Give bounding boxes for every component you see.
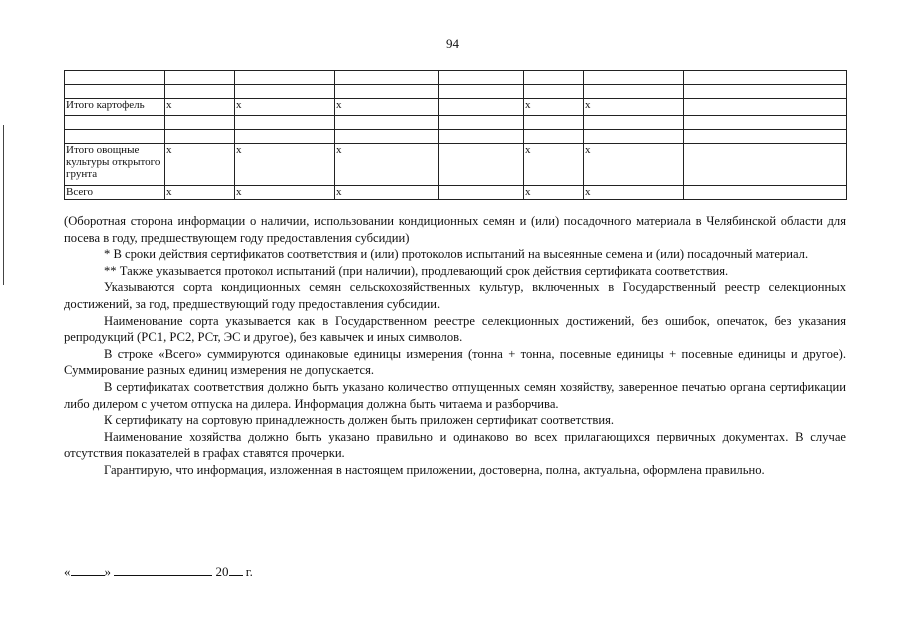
table-cell: [524, 71, 584, 85]
table-cell: x: [584, 144, 684, 186]
table-cell: [524, 85, 584, 99]
table-row: [65, 130, 847, 144]
page-number: 94: [446, 36, 459, 51]
row-label-cell: [65, 130, 165, 144]
day-blank: [71, 563, 105, 576]
table-cell: [684, 144, 847, 186]
table-cell: [439, 99, 524, 116]
row-label-cell: Итого картофель: [65, 99, 165, 116]
table-cell: x: [524, 99, 584, 116]
row-label-cell: Итого овощные культуры открытого грунта: [65, 144, 165, 186]
row-label-cell: Всего: [65, 186, 165, 200]
note-varieties: Указываются сорта кондиционных семян сельскохозяйственных культур, включенных в Государственный реестр селекционных достижений, за год, предшествующий году предоставления субсидии.: [64, 280, 846, 311]
table-cell: [524, 116, 584, 130]
table-row: [65, 85, 847, 99]
open-quote: «: [64, 564, 71, 579]
table-cell: [439, 116, 524, 130]
table-cell: [684, 85, 847, 99]
note-attachment: К сертификату на сортовую принадлежность должен быть приложен сертификат соответствия.: [104, 413, 615, 428]
table-row: [65, 71, 847, 85]
table-cell: [335, 71, 439, 85]
note-certificates: В сертификатах соответствия должно быть указано количество отпущенных семян хозяйству, заверенное печатью органа сертификации либо дилером с учетом отпуска на дилера. Информация должна быть читаема и разборчива.: [64, 379, 846, 411]
note-total: В строке «Всего» суммируются одинаковые единицы измерения (тонна + тонна, посевные единицы + посевные единицы и другое). Суммирование разных единиц измерения не допускается.: [64, 346, 846, 378]
row-label-cell: [65, 116, 165, 130]
notes-block: [64, 213, 846, 479]
table-cell: x: [584, 186, 684, 200]
row-label-cell: [65, 71, 165, 85]
table-cell: x: [235, 99, 335, 116]
year-suffix: г.: [245, 564, 253, 579]
table-cell: [584, 85, 684, 99]
table-row: [65, 186, 847, 200]
table-cell: x: [235, 186, 335, 200]
table-cell: x: [165, 144, 235, 186]
table-cell: [584, 130, 684, 144]
table-cell: [439, 71, 524, 85]
table-cell: [684, 99, 847, 116]
table-cell: [165, 116, 235, 130]
table-cell: x: [335, 144, 439, 186]
table-row: [65, 144, 847, 186]
year-prefix: 20: [215, 564, 229, 579]
table-cell: [684, 116, 847, 130]
note-variety-name: Наименование сорта указывается как в Государственном реестре селекционных достижений, без ошибок, опечаток, без указания репродукций (РС1, РС2, РСт, ЭС и другое), без кавычек и иных символов.: [64, 313, 846, 345]
data-table: [64, 70, 846, 200]
table-cell: [439, 144, 524, 186]
table-caption: (Оборотная сторона информации о наличии, использовании кондиционных семян и (или) посадочного материала в Челябинской области для посева в году, предшествующем году предоставления субсидии): [64, 214, 846, 245]
guarantee-statement: Гарантирую, что информация, изложенная в настоящем приложении, достоверна, полна, актуальна, оформлена правильно.: [104, 462, 765, 477]
margin-rule: [3, 125, 4, 285]
date-line: [64, 563, 253, 580]
row-label-cell: [65, 85, 165, 99]
table-cell: [235, 71, 335, 85]
table-cell: [584, 71, 684, 85]
table-cell: [335, 85, 439, 99]
note-farm-name: Наименование хозяйства должно быть указано правильно и одинаково во всех прилагающихся первичных документах. В случае отсутствия показателей в графах ставятся прочерки.: [64, 429, 846, 461]
table-row: [65, 116, 847, 130]
month-blank: [114, 563, 212, 576]
footnote-2: ** Также указывается протокол испытаний (при наличии), продлевающий срок действия сертификата соответствия.: [104, 263, 729, 278]
table-cell: x: [165, 99, 235, 116]
table-cell: x: [335, 186, 439, 200]
footnote-1: * В сроки действия сертификатов соответствия и (или) протоколов испытаний на высеянные семена и (или) посадочный материал.: [104, 247, 809, 262]
table-cell: x: [524, 144, 584, 186]
table-cell: [235, 130, 335, 144]
table-cell: [584, 116, 684, 130]
table-row: [65, 99, 847, 116]
table-cell: [684, 130, 847, 144]
table-cell: [235, 116, 335, 130]
table-cell: x: [524, 186, 584, 200]
table-cell: [439, 130, 524, 144]
table-cell: x: [165, 186, 235, 200]
table-cell: [439, 186, 524, 200]
table-cell: [165, 85, 235, 99]
close-quote: »: [104, 564, 111, 579]
table-cell: [684, 71, 847, 85]
table-cell: [524, 130, 584, 144]
table-cell: x: [235, 144, 335, 186]
table-cell: [335, 116, 439, 130]
table-cell: [335, 130, 439, 144]
table-cell: x: [584, 99, 684, 116]
table-cell: x: [335, 99, 439, 116]
table-cell: [165, 130, 235, 144]
table-cell: [684, 186, 847, 200]
table-cell: [165, 71, 235, 85]
table-cell: [439, 85, 524, 99]
table-cell: [235, 85, 335, 99]
year-blank: [229, 563, 243, 576]
